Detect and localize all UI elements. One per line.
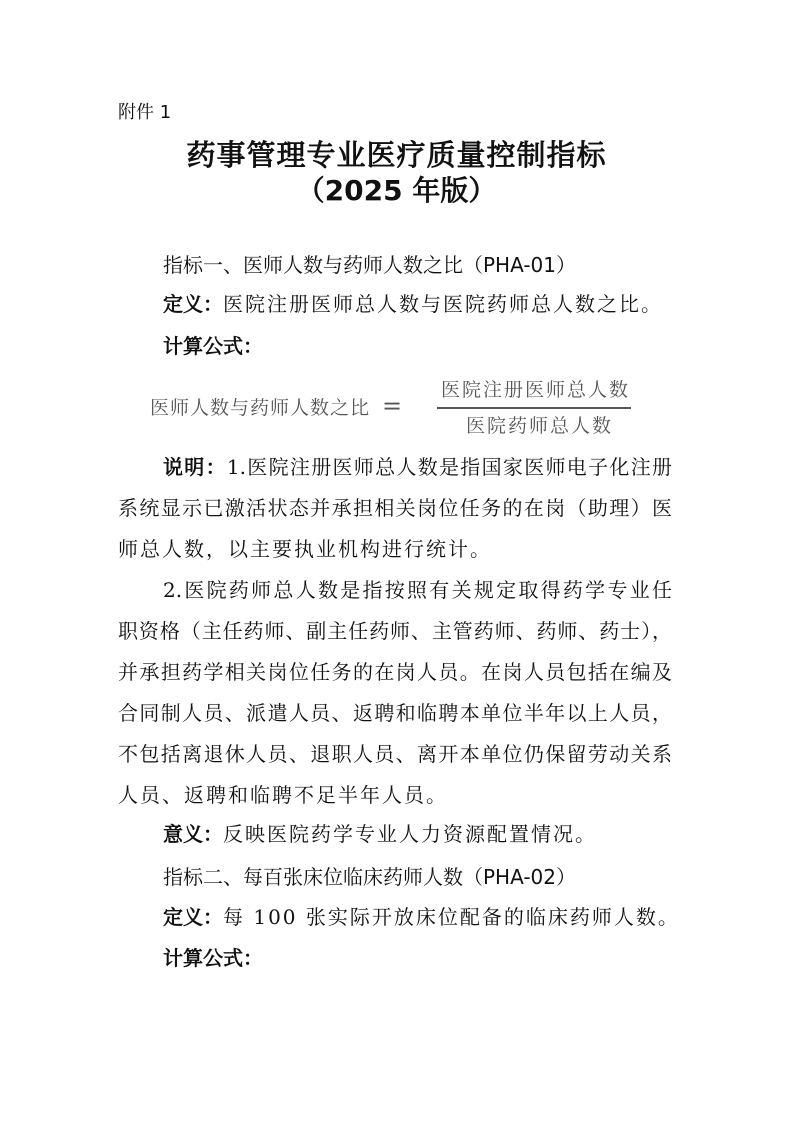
note1-line — [163, 453, 672, 481]
definition-text: 每 100 张实际开放床位配备的临床药师人数。 — [223, 905, 680, 929]
significance-label: 意义： — [163, 822, 223, 846]
formula-lhs: 医师人数与药师人数之比 — [150, 397, 371, 419]
formula-numerator: 医院注册医师总人数 — [441, 379, 631, 401]
attachment-label: 附件 1 — [118, 102, 172, 123]
definition-text: 医院注册医师总人数与医院药师总人数之比。 — [223, 292, 663, 316]
indicator1-heading: 指标一、医师人数与药师人数之比（PHA-01） — [163, 253, 577, 277]
indicator1-formula-label: 计算公式： — [163, 334, 263, 358]
note2-line: 合同制人员、派遣人员、返聘和临聘本单位半年以上人员， — [118, 701, 672, 725]
note2-line: 2.医院药师总人数是指按照有关规定取得药学专业任 — [163, 578, 672, 602]
note2-line: 人员、返聘和临聘不足半年人员。 — [118, 783, 448, 807]
fraction-bar — [437, 407, 631, 409]
note1-line: 系统显示已激活状态并承担相关岗位任务的在岗（助理）医 — [118, 496, 672, 520]
note2-line: 不包括离退休人员、退职人员、离开本单位仍保留劳动关系 — [118, 742, 672, 766]
indicator1-definition — [163, 290, 672, 318]
significance-text: 反映医院药学专业人力资源配置情况。 — [223, 822, 597, 846]
note-text: 1.医院注册医师总人数是指国家医师电子化注册 — [226, 455, 672, 479]
indicator2-formula-label: 计算公式： — [163, 946, 263, 970]
indicator1-significance — [163, 820, 672, 848]
document-subtitle: （2025 年版） — [296, 174, 497, 207]
indicator2-heading: 指标二、每百张床位临床药师人数（PHA-02） — [163, 865, 577, 889]
formula-denominator: 医院药师总人数 — [466, 415, 614, 437]
note-label: 说明： — [163, 455, 227, 479]
document-title: 药事管理专业医疗质量控制指标 — [186, 138, 607, 172]
note2-line: 职资格（主任药师、副主任药师、主管药师、药师、药士）， — [118, 619, 672, 643]
formula-equals: = — [382, 392, 403, 420]
definition-label: 定义： — [163, 292, 223, 316]
definition-label: 定义： — [163, 905, 223, 929]
indicator2-definition — [163, 903, 680, 931]
note2-line: 并承担药学相关岗位任务的在岗人员。在岗人员包括在编及 — [118, 660, 672, 684]
note1-line: 师总人数，以主要执业机构进行统计。 — [118, 537, 492, 561]
